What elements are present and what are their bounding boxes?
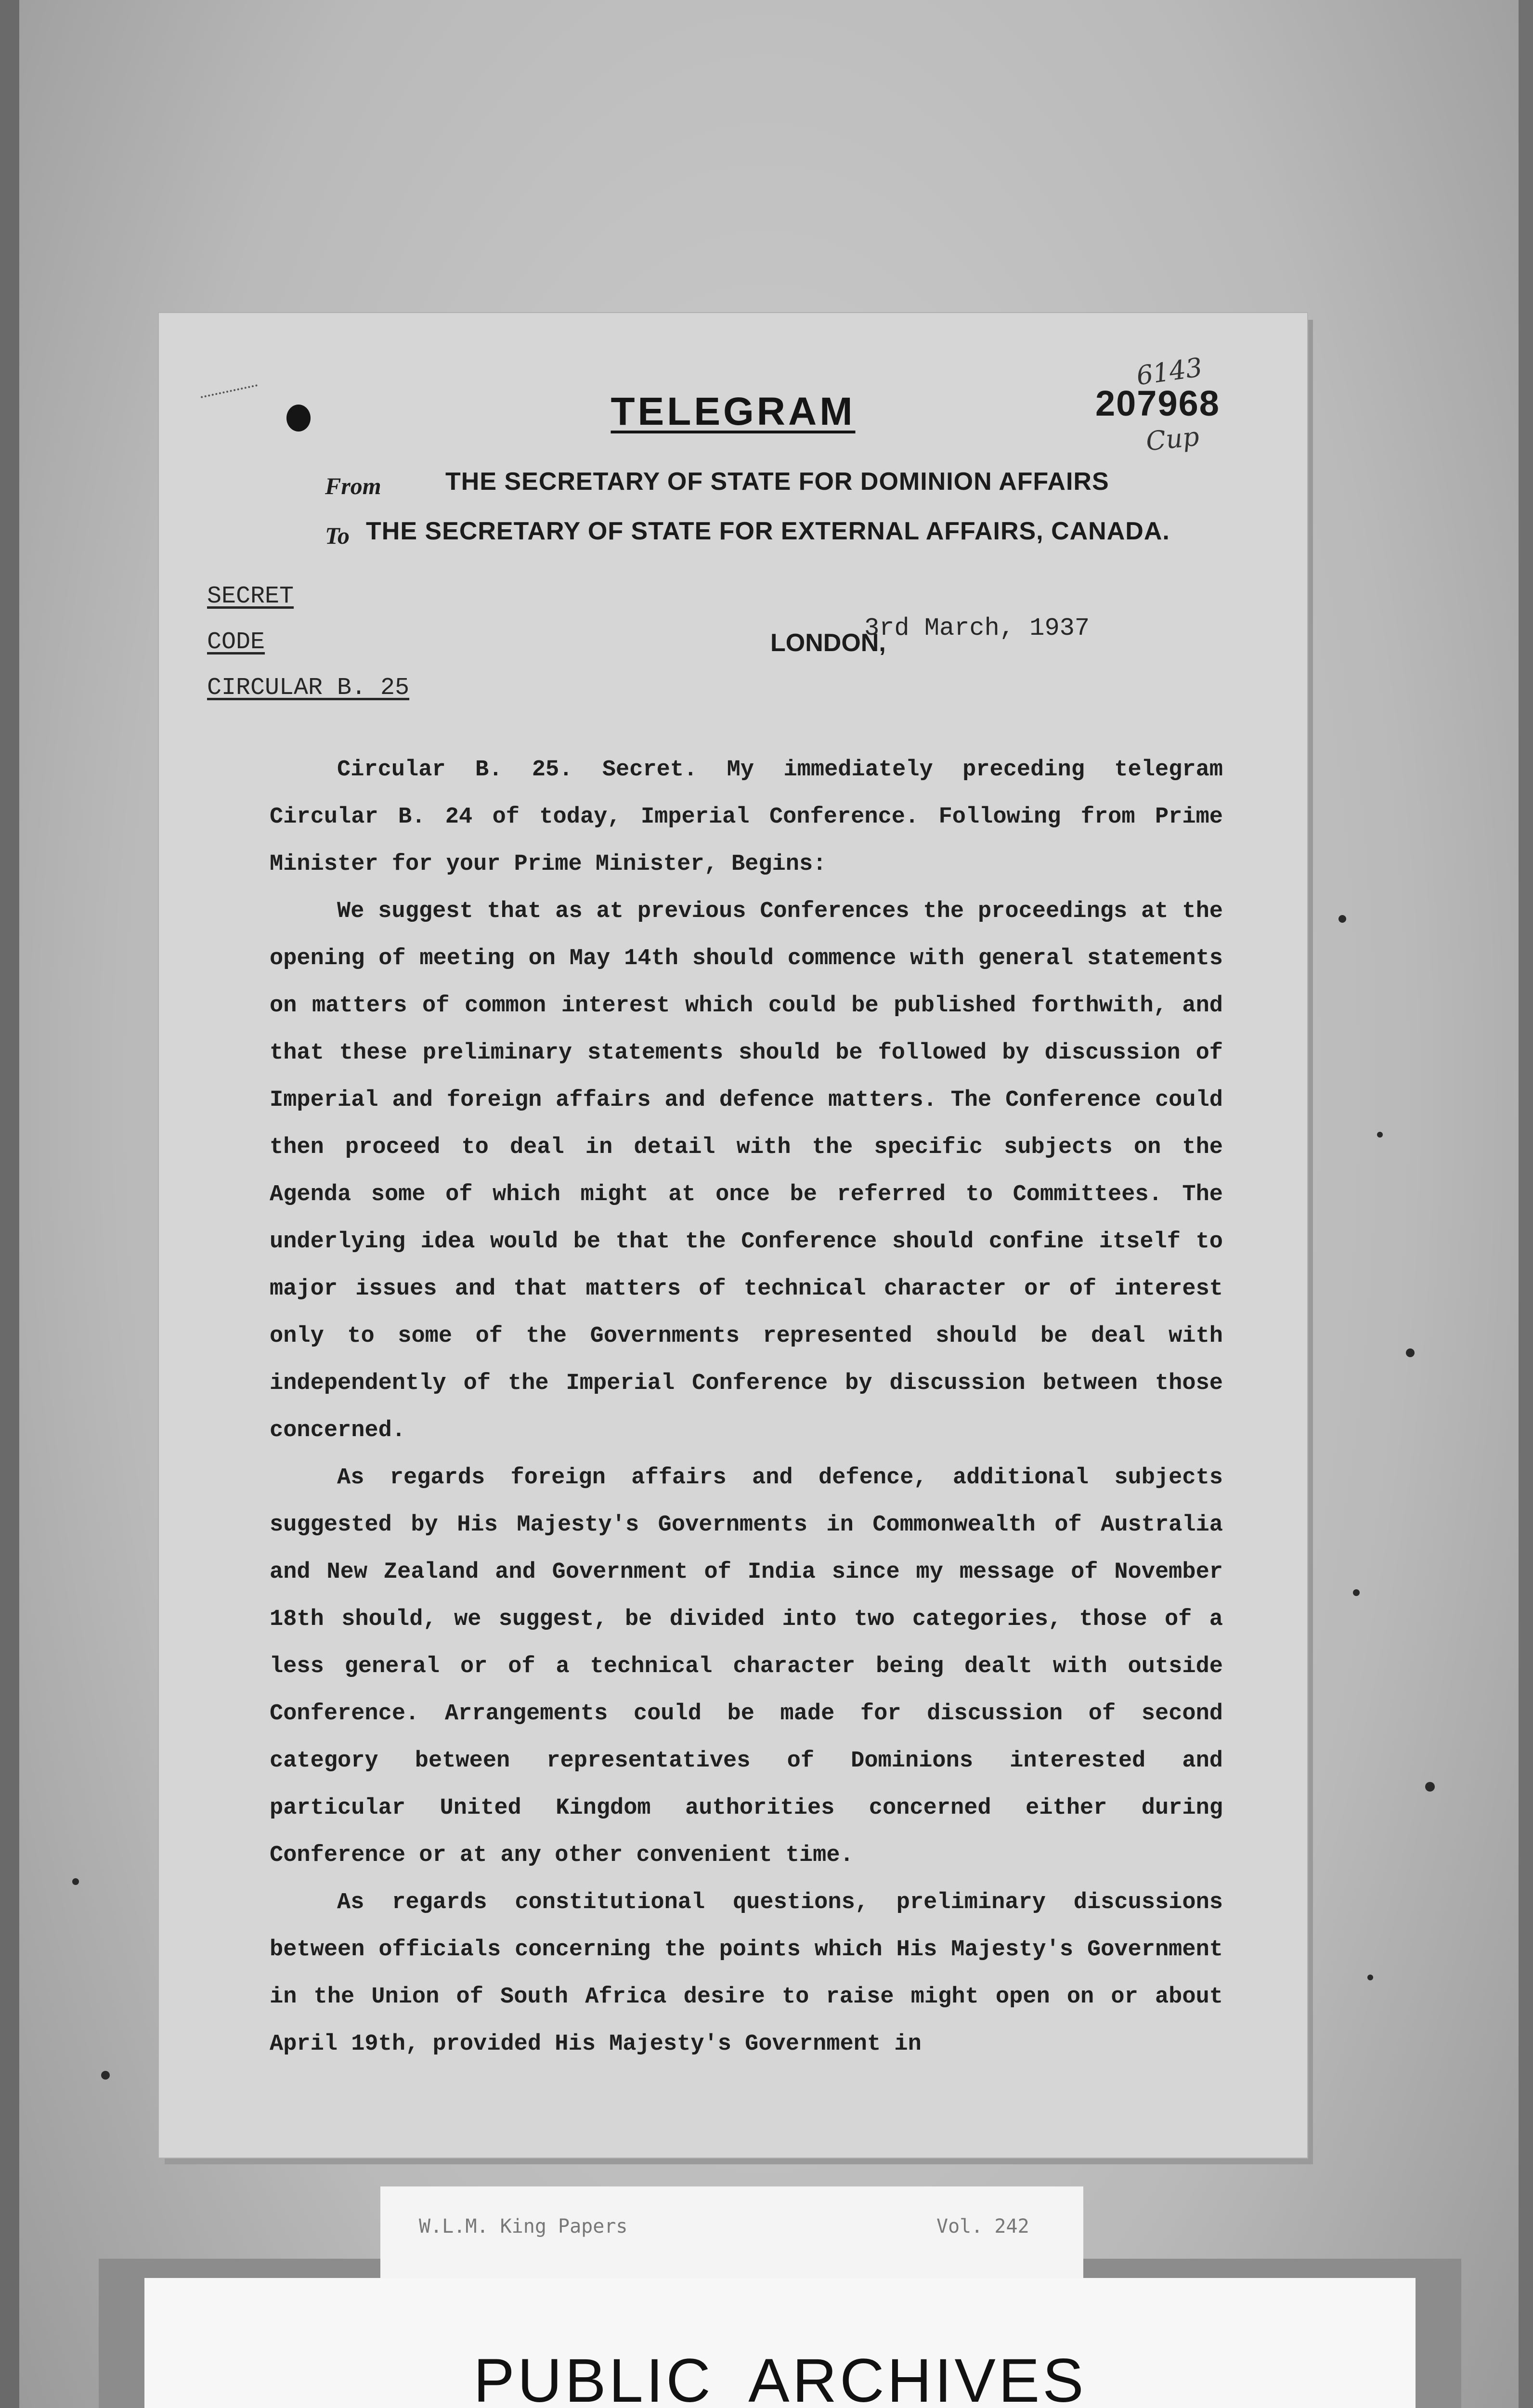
body-paragraph: Circular B. 25. Secret. My immediately preceding telegram Circular B. 24 of today, Imperial Conference. Following from Prime Minister for your Prime Minister, Begins: — [270, 757, 1223, 877]
telegram-body — [270, 746, 1223, 2068]
reference-number: 207968 — [1095, 383, 1220, 423]
film-speck — [1377, 1132, 1383, 1138]
to-label: To — [325, 522, 350, 549]
archive-name-english: PUBLIC ARCHIVES — [473, 2346, 1087, 2408]
archive-reference-tab — [380, 2186, 1083, 2278]
recipient: THE SECRETARY OF STATE FOR EXTERNAL AFFAIRS, CANADA. — [366, 517, 1170, 545]
document-title: TELEGRAM — [611, 390, 856, 433]
handwritten-reference: 6143 — [1134, 352, 1205, 392]
from-label: From — [325, 472, 381, 499]
body-paragraph: As regards foreign affairs and defence, additional subjects suggested by His Majesty's Governments in Commonwealth of Australia and New Zealand and Government of India since my message of November 18th should, we suggest, be divided into two categories, those of a less general or of a technical character being dealt with outside Conference. Arrangements could be made for discussion of second category between representatives of Dominions interested and particular United Kingdom authorities concerned either during Conference or at any other convenient time. — [270, 1465, 1223, 1868]
film-speck — [1353, 1589, 1360, 1596]
collection-name: W.L.M. King Papers — [419, 2215, 628, 2238]
classification-circular: CIRCULAR B. 25 — [207, 674, 410, 702]
classification-secret: SECRET — [207, 583, 294, 610]
film-edge-left — [0, 0, 19, 2408]
film-speck — [1406, 1348, 1415, 1357]
telegram-date: 3rd March, 1937 — [864, 614, 1090, 642]
telegram-sheet — [159, 313, 1307, 2158]
film-speck — [1338, 915, 1346, 923]
film-speck — [101, 2071, 110, 2080]
film-edge-right — [1519, 0, 1533, 2408]
volume-number: Vol. 242 — [936, 2215, 1029, 2238]
body-paragraph: As regards constitutional questions, preliminary discussions between officials concerning the points which His Majesty's Government in the Union of South Africa desire to raise might open on or about April 19th, provided His Majesty's Government in — [270, 1890, 1223, 2057]
archive-card — [144, 2278, 1416, 2408]
sender: THE SECRETARY OF STATE FOR DOMINION AFFAIRS — [445, 468, 1109, 496]
body-paragraph: We suggest that as at previous Conferences the proceedings at the opening of meeting on May 14th should commence with general statements on matters of common interest which could be published forthwith, and that these preliminary statements should be followed by discussion of Imperial and foreign affairs and defence matters. The Conference could then proceed to deal in detail with the specific subjects on the Agenda some of which might at once be referred to Committees. The underlying idea would be that the Conference should confine itself to major issues and that matters of technical character or of interest only to some of the Governments represented should be deal with independently of the Imperial Conference by discussion between those concerned. — [270, 899, 1223, 1443]
handwritten-annotation: Cup — [1144, 421, 1201, 457]
film-speck — [1425, 1782, 1435, 1792]
classification-code: CODE — [207, 628, 265, 656]
film-speck — [72, 1878, 79, 1885]
film-speck — [1367, 1975, 1373, 1980]
place-of-origin: LONDON, — [770, 629, 886, 657]
